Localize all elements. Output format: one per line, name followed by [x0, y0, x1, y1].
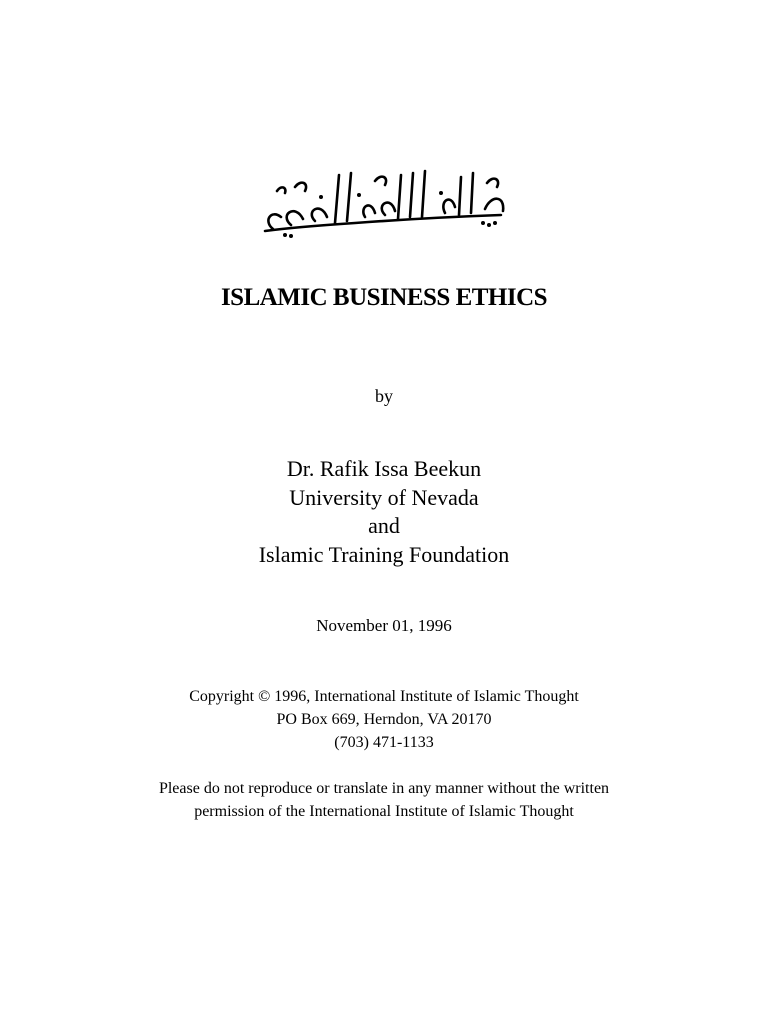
author-block	[0, 455, 768, 569]
notice-line-1: Please do not reproduce or translate in any manner without the written	[158, 780, 610, 797]
copyright-line: Copyright © 1996, International Institute of Islamic Thought	[189, 688, 579, 705]
basmala-calligraphy-image	[255, 165, 511, 241]
author-affiliation-university: University of Nevada	[289, 484, 479, 510]
phone-line: (703) 471-1133	[334, 734, 434, 751]
author-conjunction: and	[368, 513, 400, 538]
address-line: PO Box 669, Herndon, VA 20170	[276, 711, 492, 728]
reproduction-notice	[0, 777, 768, 823]
copyright-block	[0, 685, 768, 754]
by-label: by	[375, 386, 393, 406]
publication-date: November 01, 1996	[316, 616, 452, 635]
author-name: Dr. Rafik Issa Beekun	[286, 456, 482, 481]
author-affiliation-foundation: Islamic Training Foundation	[258, 541, 510, 567]
document-title: ISLAMIC BUSINESS ETHICS	[220, 284, 548, 311]
notice-line-2: permission of the International Institute of Islamic Thought	[194, 803, 574, 820]
